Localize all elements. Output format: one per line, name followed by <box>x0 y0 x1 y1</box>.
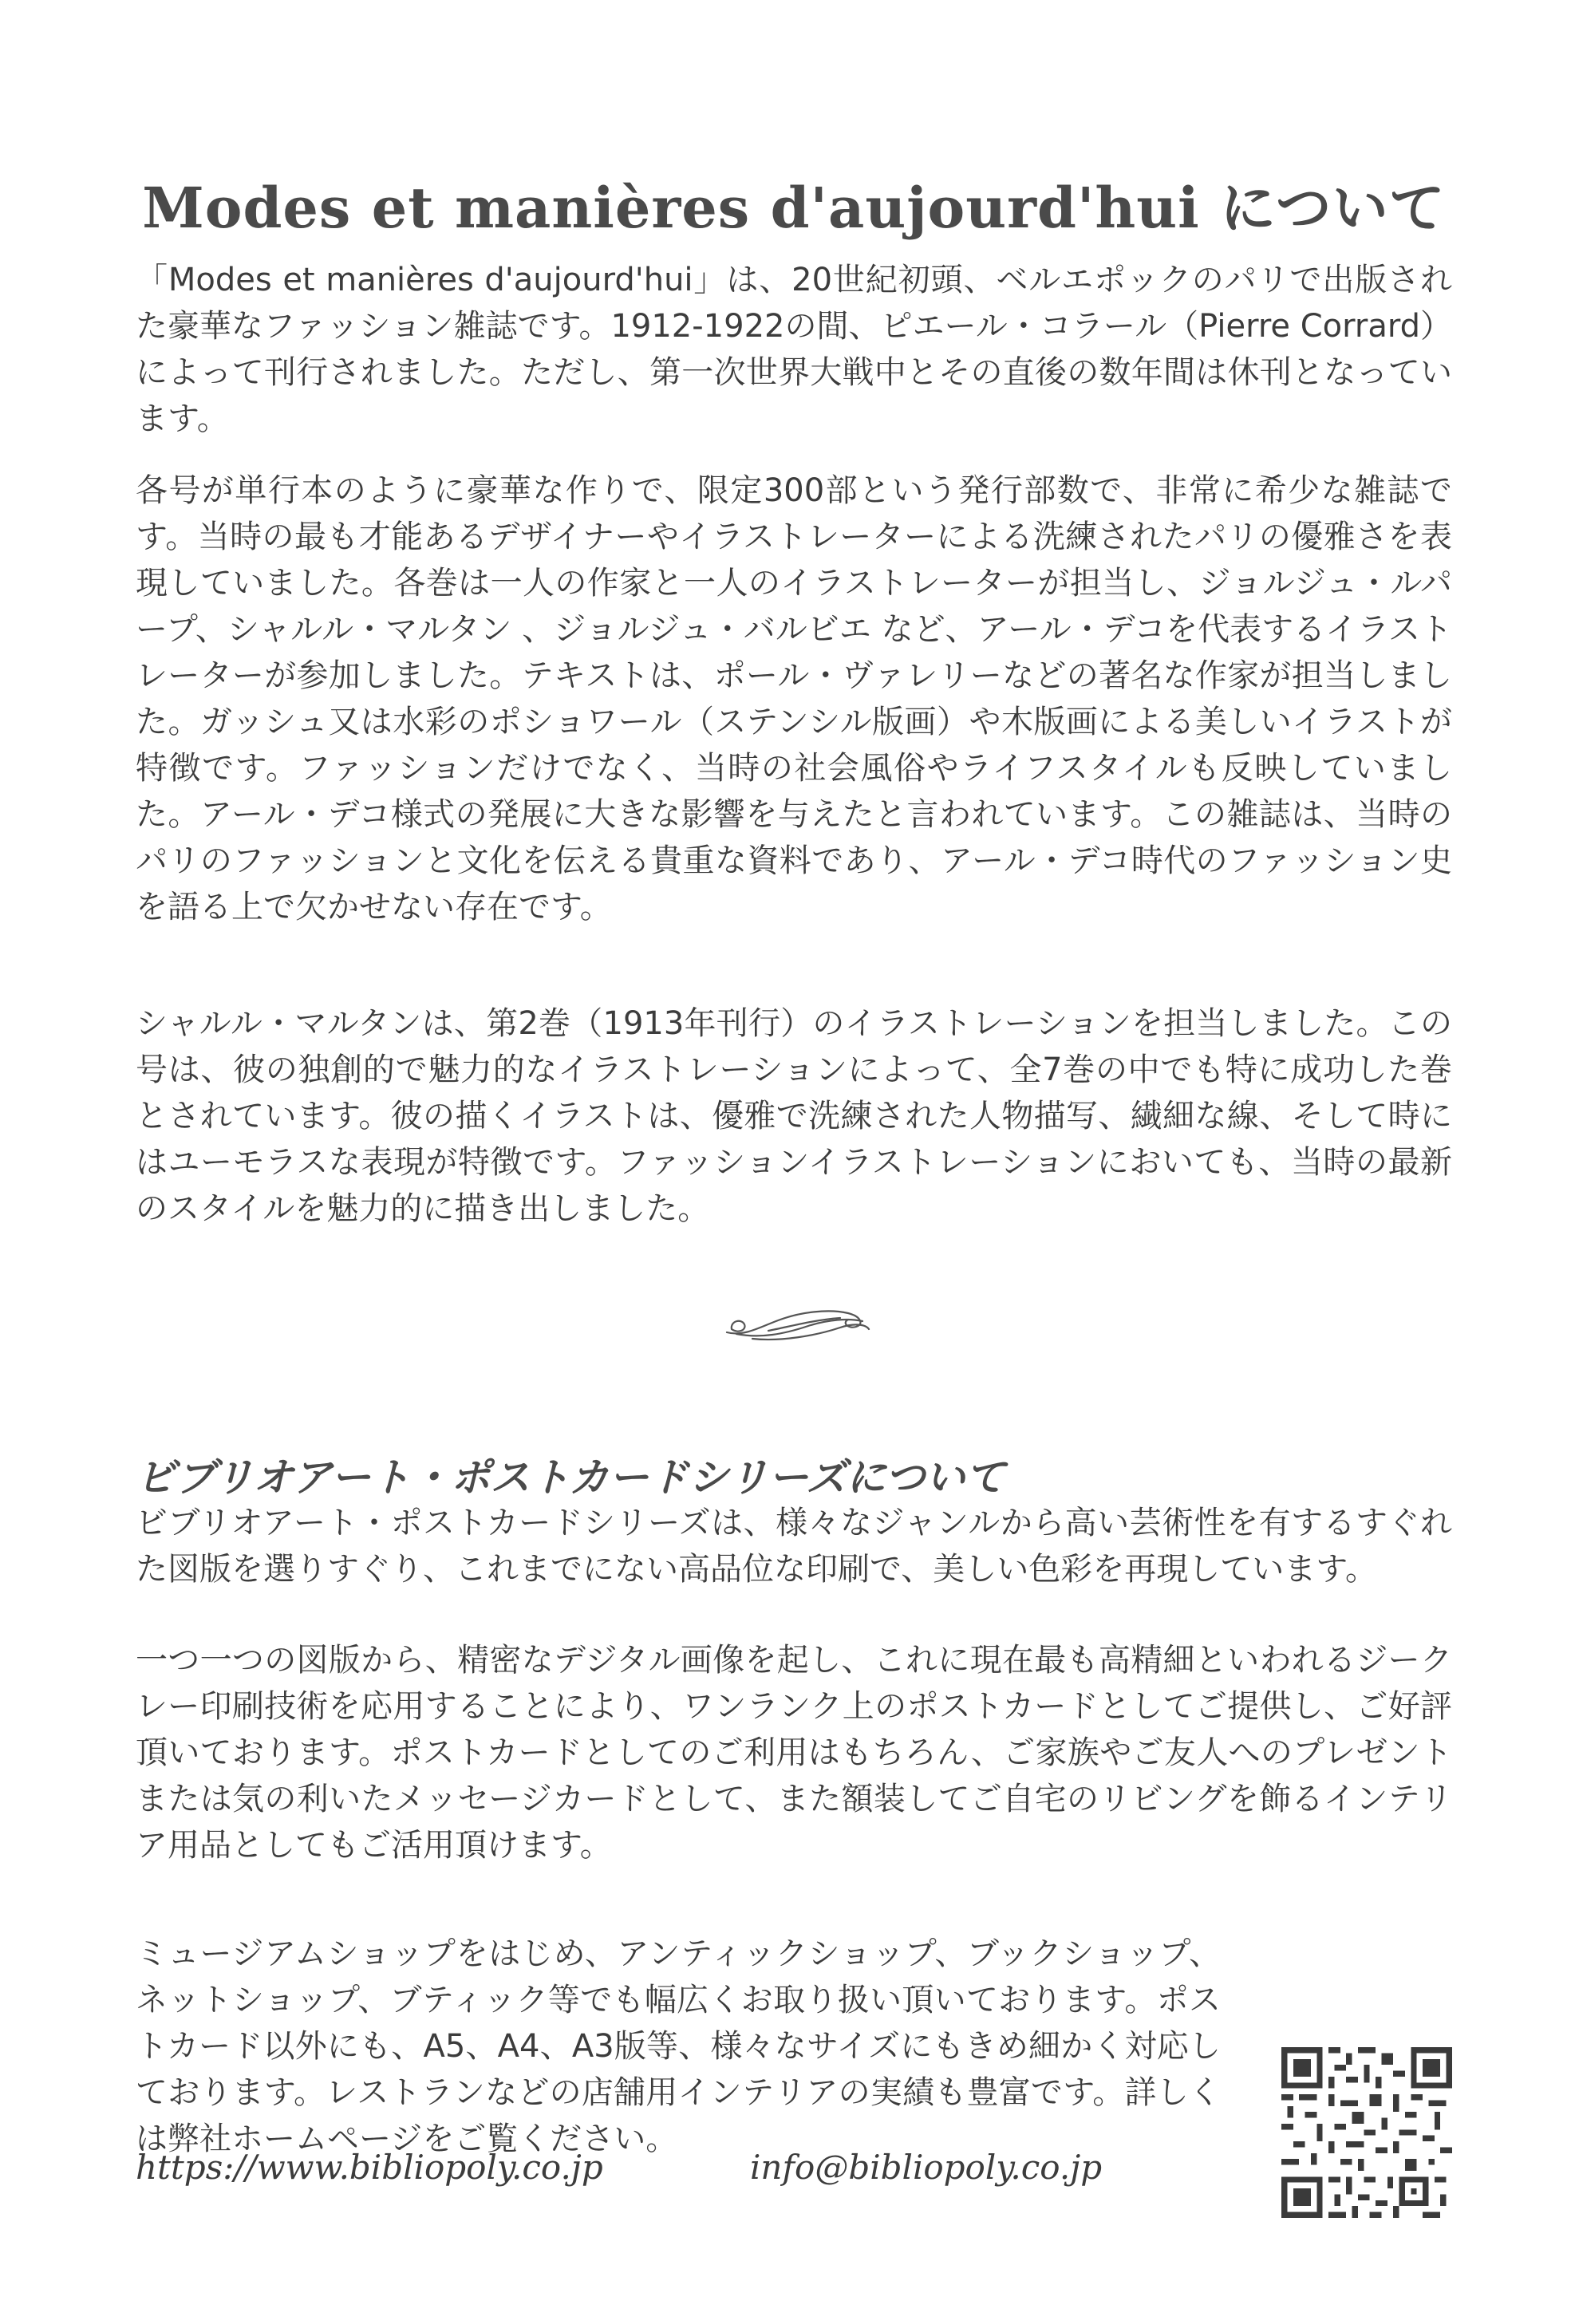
flourish-divider-icon <box>720 1302 872 1347</box>
page-title: Modes et manières d'aujourd'hui について <box>142 174 1446 241</box>
qr-code-icon[interactable] <box>1281 2047 1452 2218</box>
website-link[interactable]: https://www.bibliopoly.co.jp <box>136 2148 603 2187</box>
series-availability-paragraph: ミュージアムショップをはじめ、アンティックショップ、ブックショップ、ネットショップ、ブティック等でも幅広くお取り扱い頂いております。ポストカード以外にも、A5、A4、A3版等、様々なサイズにもきめ細かく対応しております。レストランなどの店舗用インテリアの実績も豊富です。詳しくは弊社ホームページをご覧ください。 <box>136 1935 1221 2157</box>
postcard-back-page <box>136 0 1452 2324</box>
description-paragraph: 各号が単行本のように豪華な作りで、限定300部という発行部数で、非常に希少な雑誌です。当時の最も才能あるデザイナーやイラストレーターによる洗練されたパリの優雅さを表現していました。各巻は一人の作家と一人のイラストレーターが担当し、ジョルジュ・ルパープ、シャルル・マルタン 、ジョルジュ・バルビエ など、アール・デコを代表するイラストレーターが参加しました。テキストは、ポール・ヴァレリーなどの著名な作家が担当しました。ガッシュ又は水彩のポショワール（ステンシル版画）や木版画による美しいイラストが特徴です。ファッションだけでなく、当時の社会風俗やライフスタイルも反映していました。アール・デコ様式の発展に大きな影響を与えたと言われています。この雑誌は、当時のパリのファッションと文化を伝える貴重な資料であり、アール・デコ時代のファッション史を語る上で欠かせない存在です。 <box>136 472 1452 925</box>
email-link[interactable]: info@bibliopoly.co.jp <box>750 2148 1103 2187</box>
illustrator-paragraph: シャルル・マルタンは、第2巻（1913年刊行）のイラストレーションを担当しました。この号は、彼の独創的で魅力的なイラストレーションによって、全7巻の中でも特に成功した巻とされています。彼の描くイラストは、優雅で洗練された人物描写、繊細な線、そして時にはユーモラスな表現が特徴です。ファッションイラストレーションにおいても、当時の最新のスタイルを魅力的に描き出しました。 <box>136 1005 1452 1227</box>
series-printing-paragraph: 一つ一つの図版から、精密なデジタル画像を起し、これに現在最も高精細といわれるジークレー印刷技術を応用することにより、ワンランク上のポストカードとしてご提供し、ご好評頂いております。ポストカードとしてのご利用はもちろん、ご家族やご友人へのプレゼントまたは気の利いたメッセージカードとして、また額装してご自宅のリビングを飾るインテリア用品としてもご活用頂けます。 <box>136 1642 1452 1864</box>
intro-paragraph: 「Modes et manières d'aujourd'hui」は、20世紀初頭、ベルエポックのパリで出版された豪華なファッション雑誌です。1912-1922の間、ピエール・コラール（Pierre Corrard）によって刊行されました。ただし、第一次世界大戦中とその直後の数年間は休刊となっています。 <box>136 262 1452 437</box>
series-intro-paragraph: ビブリオアート・ポストカードシリーズは、様々なジャンルから高い芸術性を有するすぐれた図版を選りすぐり、これまでにない高品位な印刷で、美しい色彩を再現しています。 <box>136 1505 1452 1588</box>
series-subtitle: ビブリオアート・ポストカードシリーズについて <box>136 1454 1005 1501</box>
